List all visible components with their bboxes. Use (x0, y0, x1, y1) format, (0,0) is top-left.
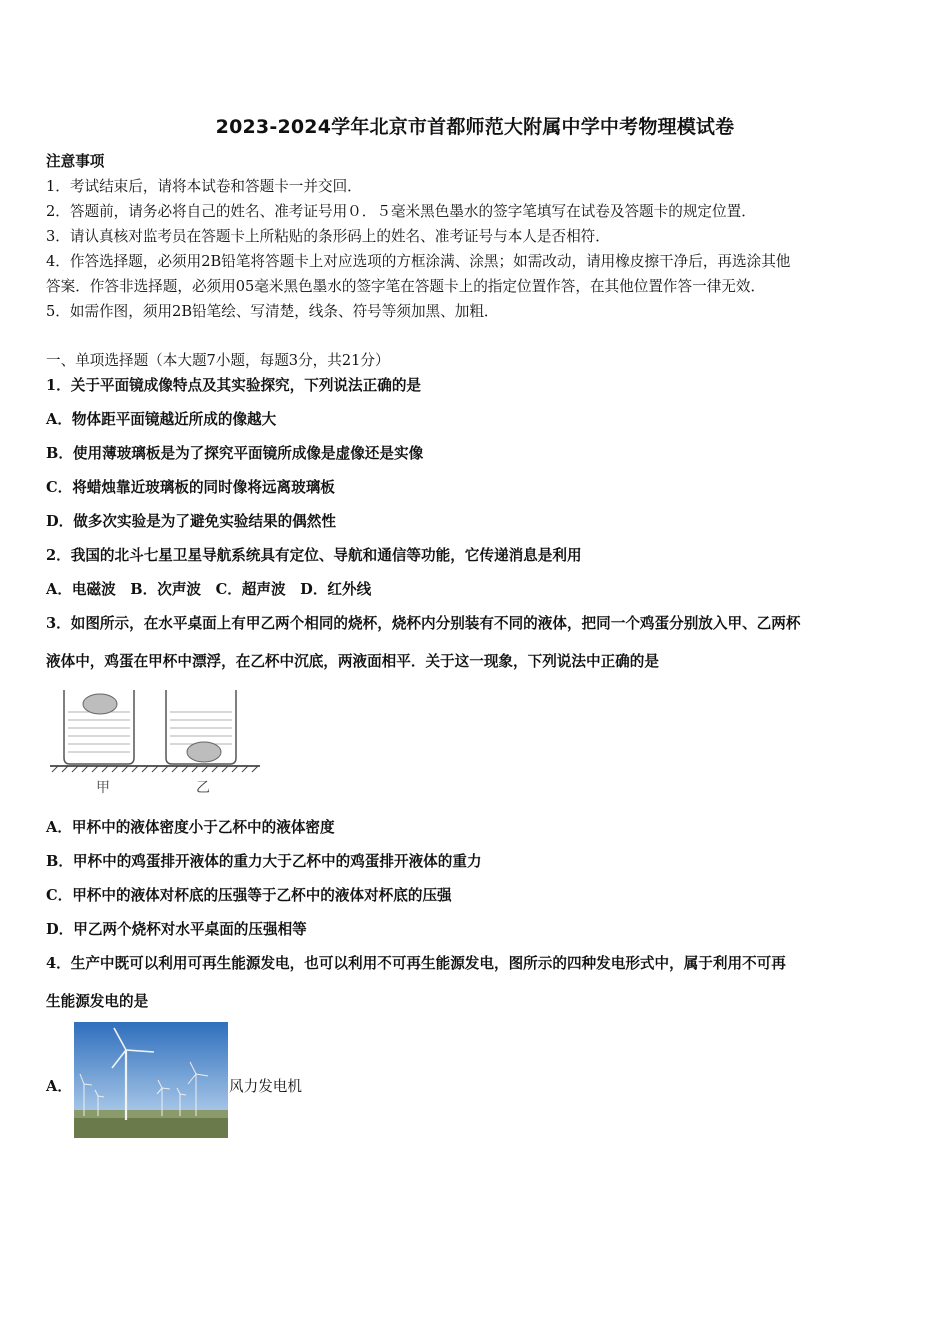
notice-item-4: 4．作答选择题，必须用2B铅笔将答题卡上对应选项的方框涂满、涂黑；如需改动，请用橡皮擦干净后，再选涂其他 (46, 253, 791, 270)
question-4-option-a-letter: A． (46, 1078, 72, 1095)
question-3-option-b: B．甲杯中的鸡蛋排开液体的重力大于乙杯中的鸡蛋排开液体的重力 (46, 853, 482, 870)
question-2-options: A．电磁波 B．次声波 C．超声波 D．红外线 (46, 581, 372, 598)
page-title: 2023-2024学年北京市首都师范大附属中学中考物理模试卷 (215, 116, 735, 138)
question-3-stem-line1: 3．如图所示，在水平桌面上有甲乙两个相同的烧杯，烧杯内分别装有不同的液体，把同一个鸡蛋分别放入甲、乙两杯 (46, 615, 801, 632)
question-1-option-d: D．做多次实验是为了避免实验结果的偶然性 (46, 513, 336, 530)
question-4-stem-line2: 生能源发电的是 (46, 993, 149, 1010)
table-surface (50, 766, 260, 772)
question-4-stem-line1: 4．生产中既可以利用可再生能源发电，也可以利用不可再生能源发电，图所示的四种发电形式中，属于利用不可再 (46, 955, 786, 972)
label-jia: 甲 (96, 780, 110, 796)
question-3-option-a: A．甲杯中的液体密度小于乙杯中的液体密度 (46, 819, 335, 836)
question-1-option-c: C．将蜡烛靠近玻璃板的同时像将远离玻璃板 (46, 479, 335, 496)
section-heading: 一、单项选择题（本大题7小题，每题3分，共21分） (46, 352, 390, 369)
notice-item-5: 5．如需作图，须用2B铅笔绘、写清楚，线条、符号等须加黑、加粗． (46, 303, 499, 320)
wind-turbine-photo (74, 1022, 228, 1138)
label-yi: 乙 (196, 780, 210, 796)
question-3-option-d: D．甲乙两个烧杯对水平桌面的压强相等 (46, 921, 307, 938)
question-3-stem-line2: 液体中，鸡蛋在甲杯中漂浮，在乙杯中沉底，两液面相平．关于这一现象，下列说法中正确的是 (46, 653, 659, 670)
notice-item-4-cont: 答案．作答非选择题，必须用05毫米黑色墨水的签字笔在答题卡上的指定位置作答，在其他位置作答一律无效． (46, 278, 766, 295)
notice-item-1: 1．考试结束后，请将本试卷和答题卡一并交回． (46, 178, 362, 195)
question-1-stem: 1．关于平面镜成像特点及其实验探究，下列说法正确的是 (46, 377, 422, 394)
egg-floating (83, 694, 117, 714)
beakers-figure (46, 686, 266, 798)
notice-heading: 注意事项 (46, 153, 105, 170)
question-1-option-a: A．物体距平面镜越近所成的像越大 (46, 411, 277, 428)
question-3-option-c: C．甲杯中的液体对杯底的压强等于乙杯中的液体对杯底的压强 (46, 887, 452, 904)
notice-item-2: 2．答题前，请务必将自己的姓名、准考证号用０．５毫米黑色墨水的签字笔填写在试卷及答题卡的规定位置． (46, 203, 756, 220)
notice-item-3: 3．请认真核对监考员在答题卡上所粘贴的条形码上的姓名、准考证号与本人是否相符． (46, 228, 610, 245)
question-4-option-a-label: 风力发电机 (229, 1078, 302, 1095)
question-1-option-b: B．使用薄玻璃板是为了探究平面镜所成像是虚像还是实像 (46, 445, 424, 462)
question-2-stem: 2．我国的北斗七星卫星导航系统具有定位、导航和通信等功能，它传递消息是利用 (46, 547, 582, 564)
egg-sunk (187, 742, 221, 762)
